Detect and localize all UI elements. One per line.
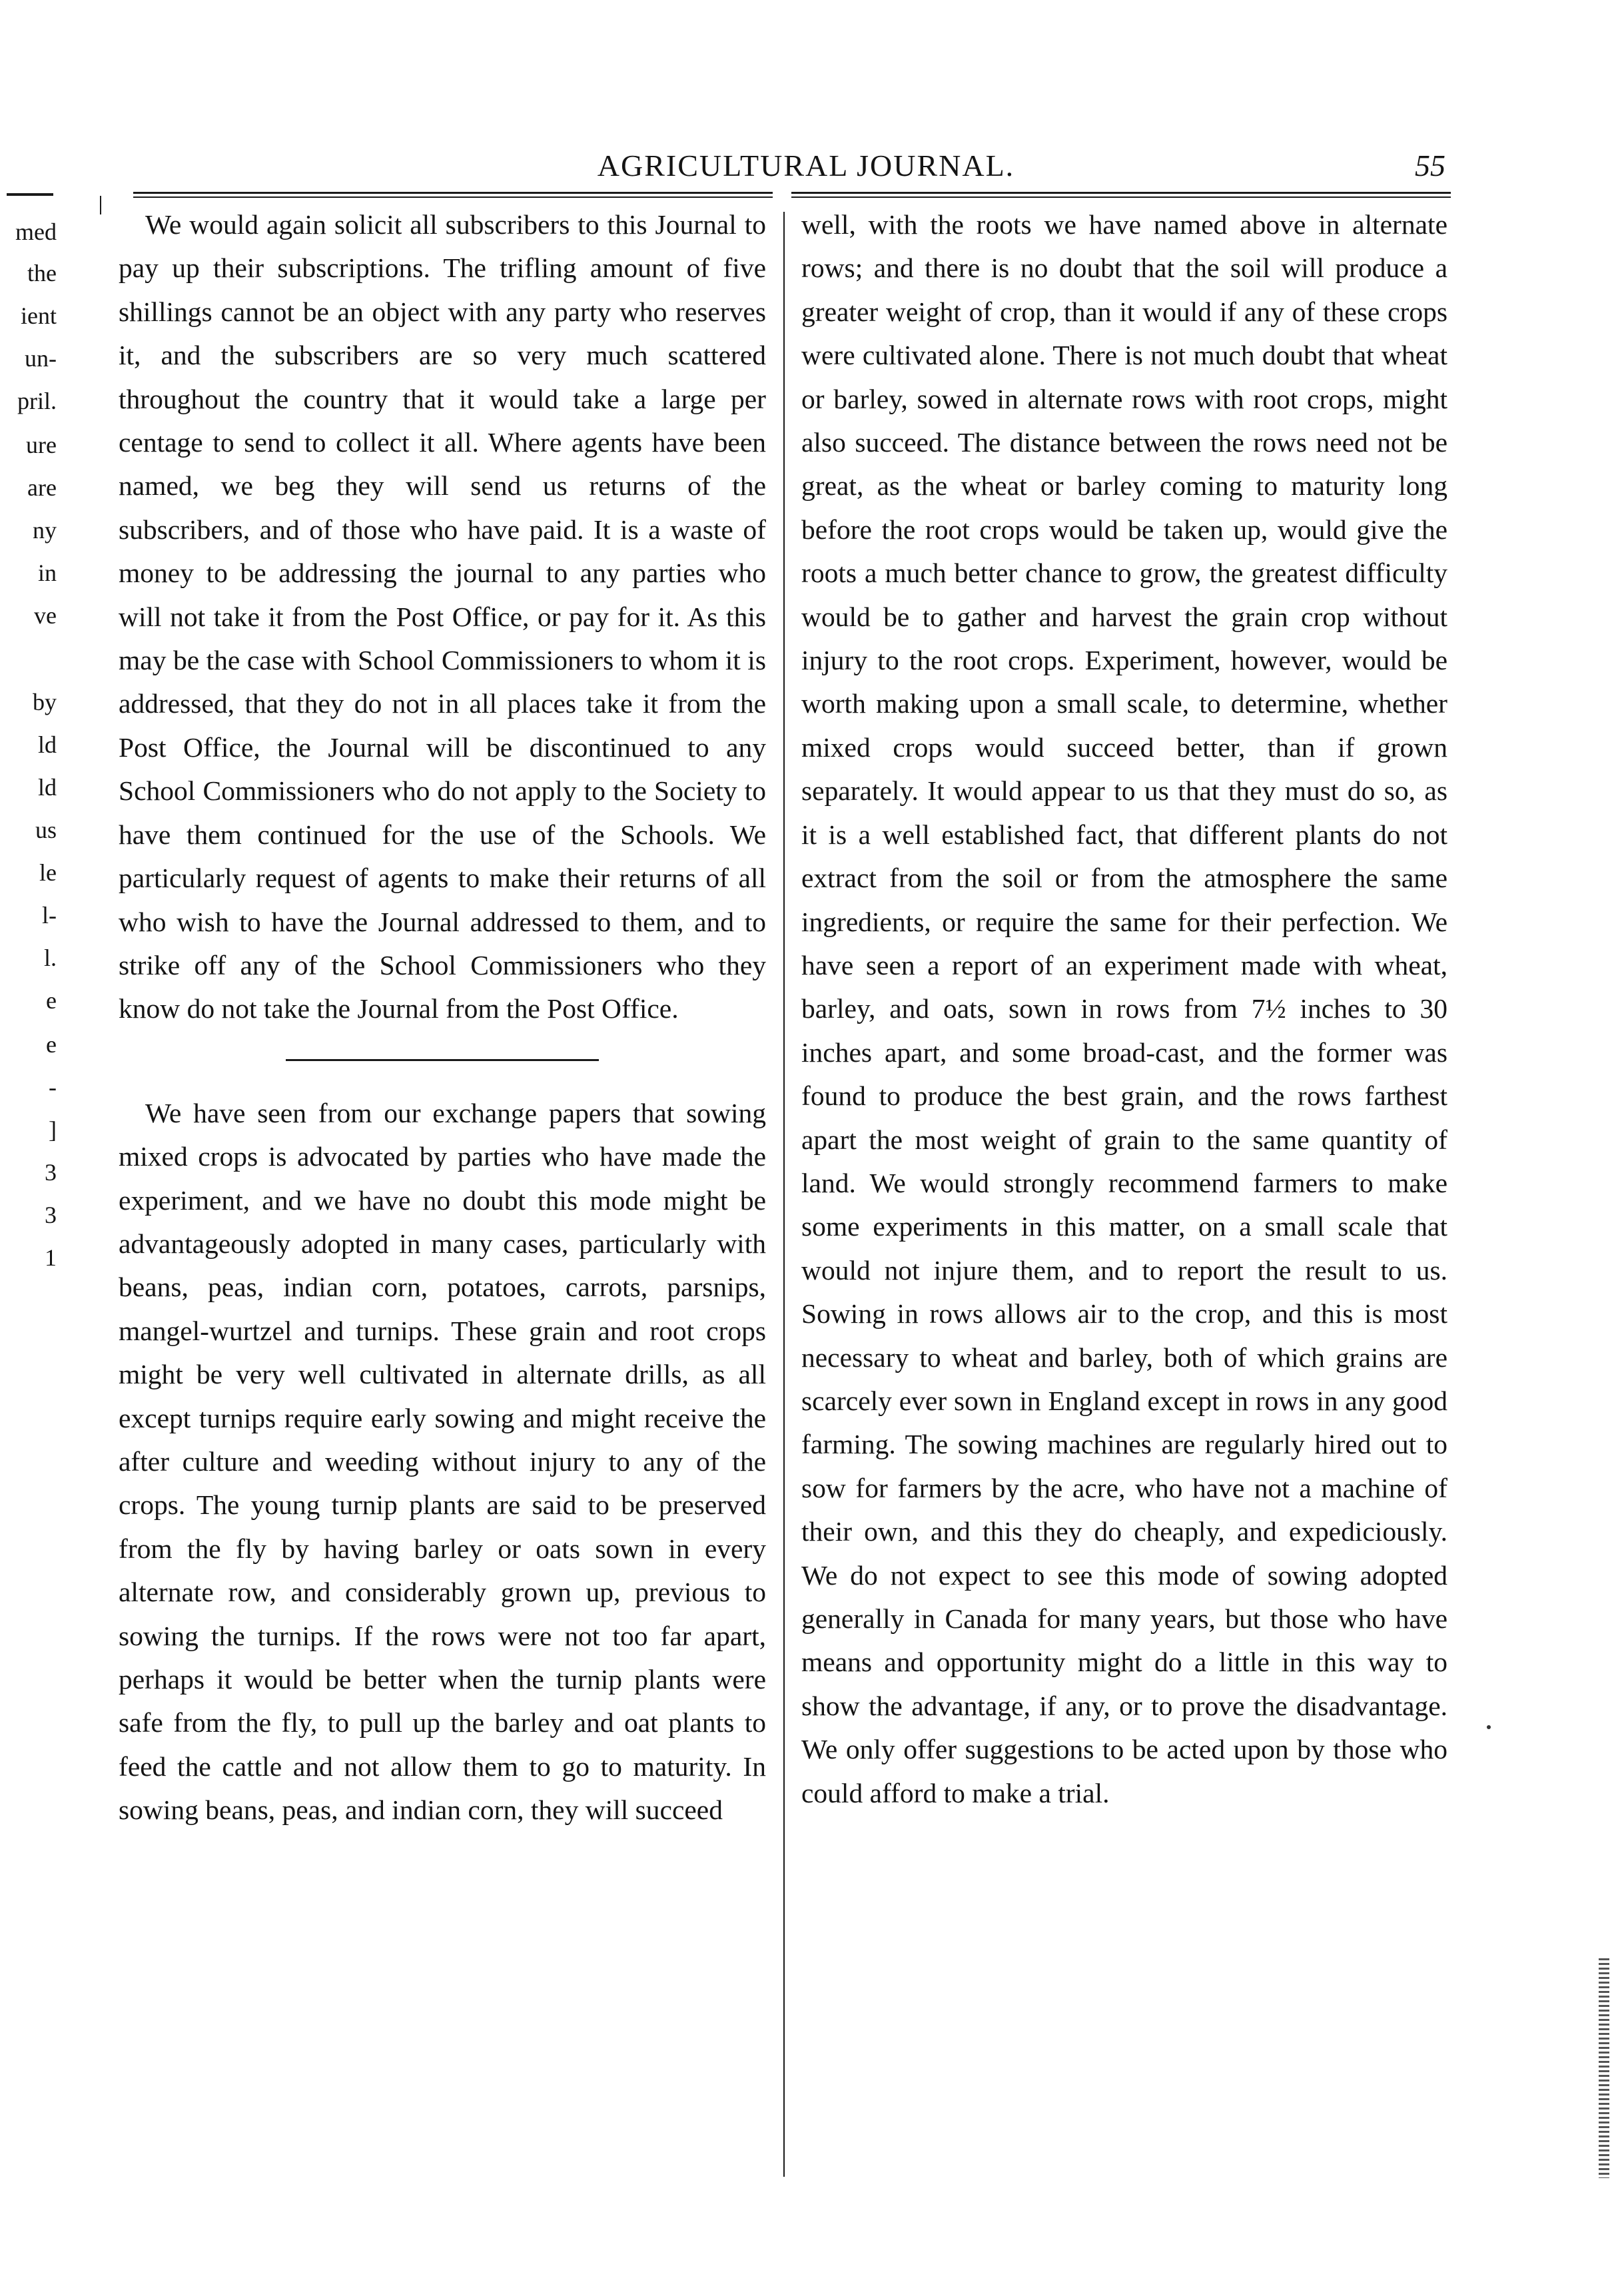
margin-fragment: ure	[26, 432, 57, 458]
margin-fragment: ]	[49, 1116, 57, 1143]
header-double-rule-left	[133, 192, 773, 198]
previous-page-rule-fragment	[7, 193, 53, 196]
subscription-notice-paragraph: We would again solicit all subscribers to this Journal to pay up their subscriptions. The trifling amount of five shillings cannot be an object with any party who reserves it, and the subscribers are so very much scattered throughout the country that it would take a large per centage to send to collect it all. Where agents have been named, we beg they will send us returns of the subscribers, and of those who have paid. It is a waste of money to be addressing the journal to any parties who will not take it from the Post Office, or pay for it. As this may be the case with School Commissioners to whom it is addressed, that they do not in all places take it from the Post Office, the Journal will be discontinued to any School Commissioners who do not apply to the Society to have them continued for the use of the Schools. We particularly request of agents to make their returns of all who wish to have the Journal addressed to them, and to strike off any of the School Commissioners who they know do not take the Journal from the Post Office.	[119, 209, 766, 1024]
margin-fragment: by	[33, 689, 57, 715]
margin-fragment: 3	[45, 1202, 57, 1228]
margin-fragment: e	[46, 987, 57, 1014]
margin-fragment: in	[37, 560, 57, 586]
section-separator-rule	[286, 1059, 599, 1061]
margin-fragment: -	[49, 1074, 57, 1100]
margin-fragment: ny	[33, 517, 57, 544]
margin-fragment: l-	[42, 902, 57, 929]
margin-fragment: pril.	[17, 388, 57, 414]
margin-fragment: ld	[37, 731, 57, 758]
margin-fragment: un-	[25, 345, 57, 372]
header-double-rule-right	[791, 192, 1451, 198]
column-divider	[783, 212, 785, 2177]
margin-fragment: le	[39, 859, 57, 886]
previous-page-divider-fragment	[100, 196, 101, 214]
running-header	[120, 148, 1452, 194]
margin-fragment: e	[46, 1031, 57, 1058]
left-column	[119, 203, 766, 1832]
margin-fragment: ve	[34, 602, 57, 629]
margin-fragment: ient	[21, 302, 57, 329]
margin-fragment: the	[27, 260, 57, 286]
margin-fragment: 3	[45, 1159, 57, 1186]
journal-title: AGRICULTURAL JOURNAL.	[597, 149, 1015, 183]
mixed-crops-paragraph: We have seen from our exchange papers that sowing mixed crops is advocated by parties who have made the experiment, and we have no doubt this mode might be advantageously adopted in many cases, particularly with beans, peas, indian corn, potatoes, carrots, parsnips, mangel-wurtzel and turnips. These grain and root crops might be very well cultivated in alternate drills, as all except turnips require early sowing and might receive the after culture and weeding without injury to any of the crops. The young turnip plants are said to be preserved from the fly by having barley or oats sown in every alternate row, and considerably grown up, previous to sowing the turnips. If the rows were not too far apart, perhaps it would be better when the turnip plants were safe from the fly, to pull up the barley and oat plants to feed the cattle and not allow them to go to maturity. In sowing beans, peas, and indian corn, they will succeed	[119, 1097, 766, 1826]
margin-fragment: l.	[43, 945, 57, 971]
mixed-crops-continuation-paragraph: well, with the roots we have named above in alternate rows; and there is no doubt that the soil will produce a greater weight of crop, than it would if any of these crops were cultivated alone. There is not much doubt that wheat or barley, sowed in alternate rows with root crops, might also succeed. The distance between the rows need not be great, as the wheat or barley coming to maturity long before the root crops would be taken up, would give the roots a much better chance to grow, the greatest difficulty would be to gather and harvest the grain crop without injury to the root crops. Experiment, however, would be worth making upon a small scale, to determine, whether mixed crops would succeed better, than if grown separately. It would appear to us that they must do so, as it is a well established fact, that different plants do not extract from the soil or from the atmosphere the same ingredients, or require the same for their perfection. We have seen a report of an experiment made with wheat, barley, and oats, sown in rows from 7½ inches to 30 inches apart, and some broad-cast, and the former was found to produce the best grain, and the rows farthest apart the most weight of grain to the same quantity of land. We would strongly recommend farmers to make some experiments in this matter, on a small scale that would not injure them, and to report the result to us. Sowing in rows allows air to the crop, and this is most necessary to wheat and barley, both of which grains are scarcely ever sown in England except in rows in any good farming. The sowing machines are regularly hired out to sow for farmers by the acre, who have not a machine of their own, and this they do cheaply, and expediciously. We do not expect to see this mode of sowing adopted generally in Canada for many years, but those who have means and opportunity might do a little in this way to show the advantage, if any, or to prove the disadvantage. We only offer suggestions to be acted upon by those who could afford to make a trial.	[801, 209, 1447, 1808]
page-number: 55	[1415, 149, 1445, 183]
margin-fragment: us	[35, 817, 57, 843]
margin-fragment: 1	[45, 1244, 57, 1271]
margin-fragment: med	[15, 218, 57, 245]
previous-page-margin-fragments	[0, 206, 63, 1605]
scan-edge-artifact	[1599, 1958, 1609, 2178]
right-column	[801, 203, 1447, 1815]
margin-fragment: are	[27, 474, 57, 501]
margin-fragment: ld	[37, 774, 57, 801]
scan-speck	[1487, 1725, 1491, 1729]
